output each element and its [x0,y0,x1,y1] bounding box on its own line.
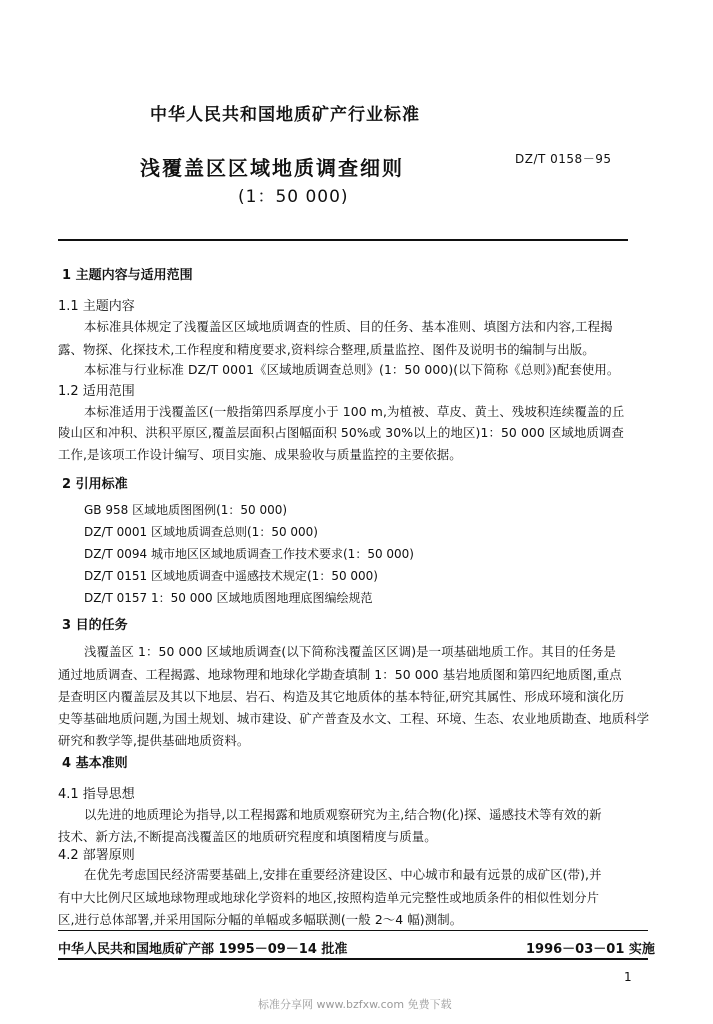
reference-item: DZ/T 0157 1：50 000 区域地质图地理底图编绘规范 [84,591,373,605]
section-1-2-para-line: 本标准适用于浅覆盖区(一般指第四系厚度小于 100 m,为植被、草皮、黄土、残坡积连续覆盖的丘 [84,404,625,419]
section-1-1-para-line: 本标准具体规定了浅覆盖区区域地质调查的性质、目的任务、基本准则、填图方法和内容,工程揭 [84,319,613,334]
document-scale: (1：50 000) [238,187,349,207]
page-number: 1 [624,970,632,984]
section-4-1-title: 4.1 指导思想 [58,787,135,802]
reference-item: DZ/T 0001 区域地质调查总则(1：50 000) [84,525,318,539]
section-3-para-line: 史等基础地质问题,为国土规划、城市建设、矿产普查及水文、工程、环境、生态、农业地质勘查、地质科学 [58,711,650,726]
section-1-1-para-line: 本标准与行业标准 DZ/T 0001《区域地质调查总则》(1：50 000)(以下简称《总则》)配套使用。 [84,362,620,377]
header-divider [58,239,628,241]
issuing-authority: 中华人民共和国地质矿产行业标准 [150,105,420,125]
section-4-2-para-line: 有中大比例尺区域地球物理或地球化学资料的地区,按照构造单元完整性或地质条件的相似性划分片 [58,890,600,905]
reference-item: GB 958 区域地质图图例(1：50 000) [84,503,288,517]
section-4-1-para-line: 以先进的地质理论为指导,以工程揭露和地质观察研究为主,结合物(化)探、遥感技术等有效的新 [84,807,602,822]
section-1-2-para-line: 陵山区和冲积、洪积平原区,覆盖层面积占图幅面积 50%或 30%以上的地区)1：50 000 区域地质调查 [58,425,624,440]
reference-item: DZ/T 0151 区域地质调查中遥感技术规定(1：50 000) [84,569,378,583]
section-3-para-line: 通过地质调查、工程揭露、地球物理和地球化学勘查填制 1：50 000 基岩地质图和第四纪地质图,重点 [58,667,622,682]
reference-item: DZ/T 0094 城市地区区域地质调查工作技术要求(1：50 000) [84,547,414,561]
section-4-2-para-line: 在优先考虑国民经济需要基础上,安排在重要经济建设区、中心城市和最有远景的成矿区(带),并 [84,867,602,882]
section-2-title: 2 引用标准 [62,477,128,492]
section-3-para-line: 研究和教学等,提供基础地质资料。 [58,733,250,748]
watermark: 标准分享网 www.bzfxw.com 免费下载 [258,998,452,1011]
implementation-date: 1996－03－01 实施 [526,942,655,957]
section-4-2-para-line: 区,进行总体部署,并采用国际分幅的单幅或多幅联测(一般 2～4 幅)测制。 [58,912,463,927]
document-title: 浅覆盖区区域地质调查细则 [140,156,404,180]
section-3-title: 3 目的任务 [62,618,128,633]
approval-note: 中华人民共和国地质矿产部 1995－09－14 批准 [58,942,348,957]
section-1-2-title: 1.2 适用范围 [58,384,135,399]
section-3-para-line: 是查明区内覆盖层及其以下地层、岩石、构造及其它地质体的基本特征,研究其属性、形成环境和演化历 [58,689,625,704]
section-3-para-line: 浅覆盖区 1：50 000 区域地质调查(以下简称浅覆盖区区调)是一项基础地质工作。其目的任务是 [84,644,617,659]
section-4-title: 4 基本准则 [62,756,128,771]
section-4-1-para-line: 技术、新方法,不断提高浅覆盖区的地质研究程度和填图精度与质量。 [58,829,437,844]
section-1-2-para-line: 工作,是该项工作设计编写、项目实施、成果验收与质量监控的主要依据。 [58,447,462,462]
section-4-2-title: 4.2 部署原则 [58,848,135,863]
section-1-title: 1 主题内容与适用范围 [62,268,193,283]
section-1-1-title: 1.1 主题内容 [58,299,135,314]
footer-bottom-rule [58,958,648,960]
footer-divider [58,930,648,931]
standard-code: DZ/T 0158－95 [515,152,612,166]
section-1-1-para-line: 露、物探、化探技术,工作程度和精度要求,资料综合整理,质量监控、图件及说明书的编制与出版。 [58,342,595,357]
